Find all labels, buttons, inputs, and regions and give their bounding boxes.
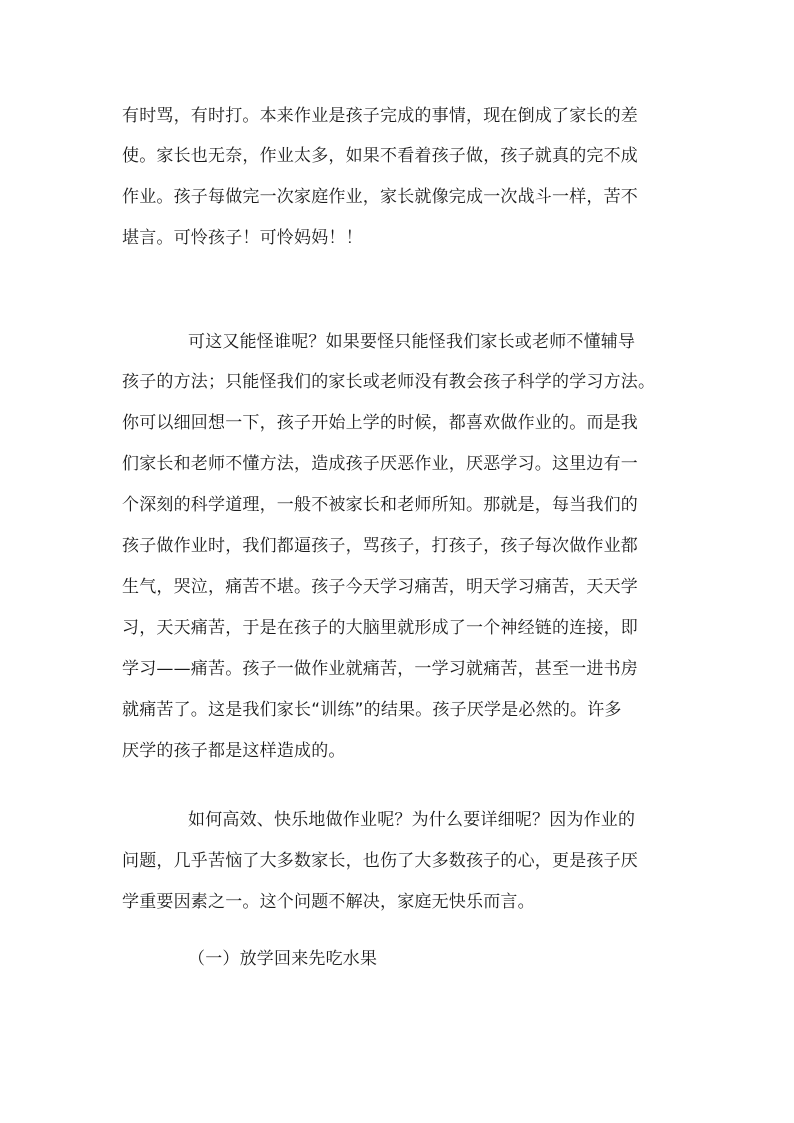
text-line: 如何高效、快乐地做作业呢？为什么要详细呢？因为作业的: [188, 810, 636, 830]
text-line: 使。家长也无奈，作业太多，如果不看着孩子做，孩子就真的完不成: [122, 146, 638, 166]
text-line: 堪言。可怜孩子！可怜妈妈！！: [122, 228, 363, 248]
text-line: 们家长和老师不懂方法，造成孩子厌恶作业，厌恶学习。这里边有一: [122, 454, 638, 474]
text-line: 习，天天痛苦，于是在孩子的大脑里就形成了一个神经链的连接，即: [122, 618, 638, 638]
text-line: 厌学的孩子都是这样造成的。: [122, 741, 346, 761]
text-line: 有时骂，有时打。本来作业是孩子完成的事情，现在倒成了家长的差: [122, 106, 638, 126]
text-line: 作业。孩子每做完一次家庭作业，家长就像完成一次战斗一样，苦不: [122, 187, 638, 207]
text-line: 问题，几乎苦恼了大多数家长，也伤了大多数孩子的心，更是孩子厌: [122, 851, 638, 871]
text-line: 你可以细回想一下，孩子开始上学的时候，都喜欢做作业的。而是我: [122, 413, 638, 433]
text-line: 孩子的方法；只能怪我们的家长或老师没有教会孩子科学的学习方法。: [122, 372, 656, 392]
section-heading: （一）放学回来先吃水果: [188, 949, 378, 969]
text-line: 生气，哭泣，痛苦不堪。孩子今天学习痛苦，明天学习痛苦，天天学: [122, 577, 638, 597]
text-line: 学重要因素之一。这个问题不解决，家庭无快乐而言。: [122, 892, 535, 912]
text-line: 学习——痛苦。孩子一做作业就痛苦，一学习就痛苦，甚至一进书房: [122, 659, 638, 679]
text-line: 个深刻的科学道理，一般不被家长和老师所知。那就是，每当我们的: [122, 495, 638, 515]
text-line: 可这又能怪谁呢？如果要怪只能怪我们家长或老师不懂辅导: [188, 332, 636, 352]
text-line: 就痛苦了。这是我们家长“训练”的结果。孩子厌学是必然的。许多: [122, 700, 622, 720]
text-line: 孩子做作业时，我们都逼孩子，骂孩子，打孩子，孩子每次做作业都: [122, 536, 638, 556]
